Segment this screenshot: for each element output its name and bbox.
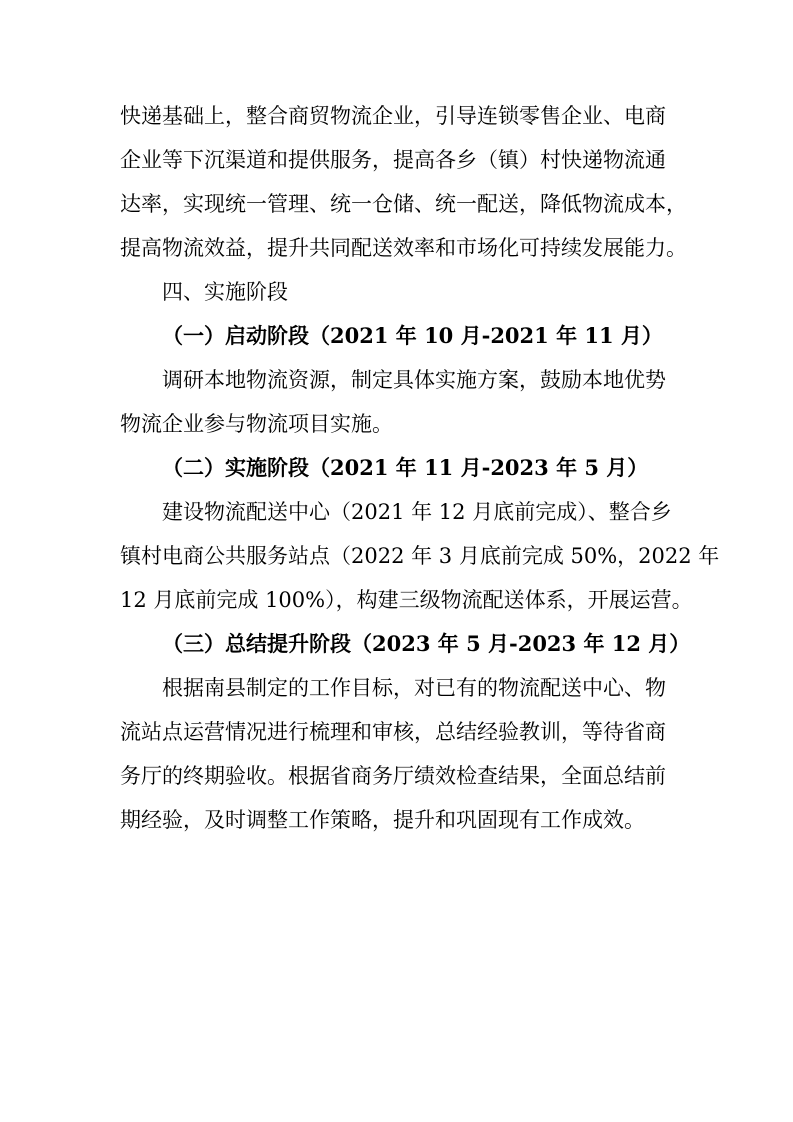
- paragraph-line: 快递基础上，整合商贸物流企业，引导连锁零售企业、电商: [120, 104, 666, 128]
- paragraph-line: 物流企业参与物流项目实施。: [120, 412, 393, 436]
- paragraph-line: 提高物流效益，提升共同配送效率和市场化可持续发展能力。: [120, 236, 687, 260]
- subsection-heading: （一）启动阶段（2021 年 10 月-2021 年 11 月）: [162, 323, 663, 348]
- section-heading: 四、实施阶段: [162, 280, 288, 304]
- paragraph-line: 12 月底前完成 100%），构建三级物流配送体系，开展运营。: [120, 588, 693, 612]
- subsection-heading: （三）总结提升阶段（2023 年 5 月-2023 年 12 月）: [162, 631, 691, 656]
- paragraph-line: 建设物流配送中心（2021 年 12 月底前完成）、整合乡: [162, 500, 672, 524]
- paragraph-line: 务厅的终期验收。根据省商务厅绩效检查结果，全面总结前: [120, 764, 666, 788]
- paragraph-line: 期经验，及时调整工作策略，提升和巩固现有工作成效。: [120, 808, 645, 832]
- subsection-heading: （二）实施阶段（2021 年 11 月-2023 年 5 月）: [162, 455, 649, 480]
- paragraph-line: 调研本地物流资源，制定具体实施方案，鼓励本地优势: [162, 368, 666, 392]
- paragraph-line: 流站点运营情况进行梳理和审核，总结经验教训，等待省商: [120, 720, 666, 744]
- paragraph-line: 根据南县制定的工作目标，对已有的物流配送中心、物: [162, 676, 666, 700]
- paragraph-line: 镇村电商公共服务站点（2022 年 3 月底前完成 50%，2022 年: [120, 544, 720, 568]
- paragraph-line: 达率，实现统一管理、统一仓储、统一配送，降低物流成本，: [120, 192, 687, 216]
- paragraph-line: 企业等下沉渠道和提供服务，提高各乡（镇）村快递物流通: [120, 148, 666, 172]
